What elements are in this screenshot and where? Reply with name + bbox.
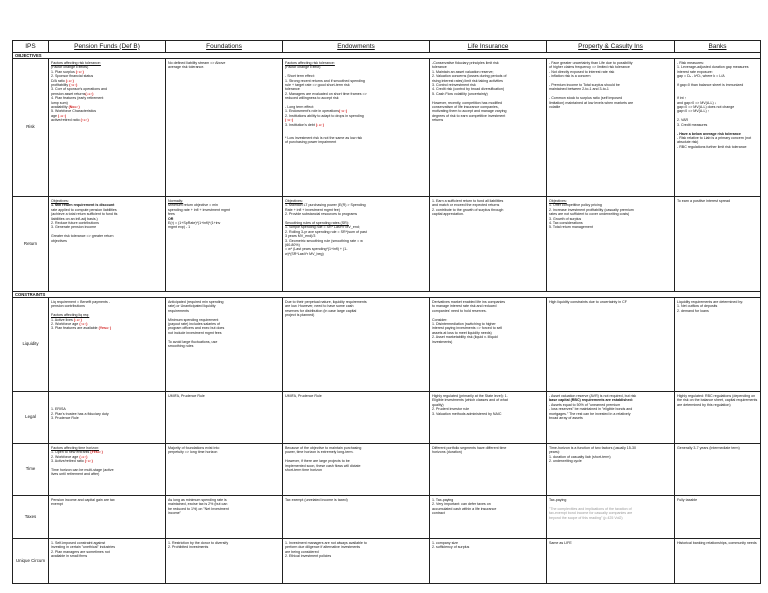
cell-return-foundations [166, 197, 283, 292]
cell-line: Liquidity requirements are determined by: [677, 300, 744, 304]
cell-line: D/A ratio (↓=↑) [51, 78, 74, 83]
cell-line: broad array of assets [549, 416, 583, 421]
cell-line: 1. Leverage-adjusted duration gap measures [677, 65, 749, 70]
cell-line: gap<0 => MV(A-L) ↑ [677, 109, 710, 114]
cell-line: Highly regulated: RBC regulations (depending on [677, 394, 756, 398]
cell-line: volatile [549, 105, 561, 110]
cell-line: Rate + infl + investment mgmt fee) [285, 207, 340, 212]
cell-line: 2. Workforce age (↓=↑) [51, 454, 88, 459]
cell-legal-pension-funds [49, 392, 166, 444]
cell-unique-circum-property-casualty [547, 539, 675, 584]
cell-line: perpetuity => long time horizon [168, 450, 218, 455]
cell-line: of higher claims frequency => limited risk tolerance [549, 65, 630, 70]
cell-line: - Risk measures: [677, 61, 704, 65]
cell-taxes-property-casualty [547, 496, 675, 539]
cell-line: 3. Generate pension income [51, 225, 97, 230]
cell-taxes-foundations [166, 496, 283, 539]
cell-line: beyond the scope of this reading" (p.425 Vol2) [549, 515, 623, 520]
cell-line: - loss reserves" be maintained in "eligible bonds and [549, 407, 633, 412]
constraints-section-label: CONSTRAINTS [13, 292, 761, 298]
cell-line: 1. Tax-paying [432, 498, 454, 502]
cell-line: returns [432, 118, 444, 123]
cell-line: project is planned) [285, 313, 315, 318]
cell-line: 3. Prudence Rule [51, 416, 79, 421]
cell-risk-foundations [166, 59, 283, 197]
cell-return-endowments [283, 197, 430, 292]
cell-line: 3. Valuation methods administered by NAIC [432, 411, 502, 416]
cell-line: maintained between 2-to-1 and 3-to-1 [549, 87, 609, 92]
cell-line: reserves for distribution (in case large capital [285, 308, 357, 313]
ips-table [12, 40, 761, 584]
cell-legal-foundations [166, 392, 283, 444]
cell-line: Normally: [168, 199, 184, 203]
cell-line: - Short term effect: [285, 74, 315, 79]
cell-line: Objectives: [51, 199, 69, 203]
cell-line: 2. Workforce age (↑=↑) [51, 322, 88, 327]
cell-line: To earn a positive interest spread [677, 199, 730, 203]
cell-line: 3. Control reinvestment risk [432, 83, 476, 88]
cell-line: objectives [51, 238, 67, 243]
cell-line: interest rate exposure: [677, 69, 713, 74]
cell-time-endowments [283, 444, 430, 496]
cell-line: 2. Sponsor financial status [51, 74, 94, 79]
row-return [13, 197, 761, 292]
row-time [13, 444, 761, 496]
header-life-insurance: Life Insurance [430, 41, 547, 53]
cell-legal-banks [675, 392, 761, 444]
cell-line: lives until retirement and after) [51, 472, 100, 477]
cell-taxes-endowments [283, 496, 430, 539]
cell-time-banks [675, 444, 761, 496]
cell-line: tolerance [432, 65, 447, 70]
cell-line: High liquidity constraints due to uncertainty in CF [549, 300, 627, 304]
cell-legal-property-casualty [547, 392, 675, 444]
cell-line: 1. company size [432, 541, 458, 545]
cell-line: rising interest rates) limit risk taking activities [432, 78, 503, 83]
cell-line: (achieve a total return sufficient to fund its [51, 212, 118, 217]
row-taxes [13, 496, 761, 539]
cell-line: Objectives: [549, 199, 567, 203]
table-body [13, 53, 761, 584]
cell-line: 1. Investment managers are not always available to [285, 541, 367, 545]
cell-line: Factors affecting liq req: [51, 313, 90, 318]
cell-line: 2. Increase investment profitability (casualty premium [549, 207, 634, 212]
cell-liquidity-foundations [166, 298, 283, 392]
cell-line: availability (No=↑) [51, 105, 80, 110]
header-pension-funds: Pension Funds (Def B) [49, 41, 166, 53]
cell-line: pension asset returns(↓=↑) [51, 91, 94, 96]
cell-line: - Assets equal to 50% of "unearned premium [549, 402, 621, 407]
cell-line: - RBC regulations further limit risk tolerance [677, 144, 747, 149]
cell-line: 2. demand for loans [677, 308, 709, 313]
header-foundations: Foundations [166, 41, 283, 53]
cell-risk-endowments [283, 59, 430, 197]
objectives-section-label: OBJECTIVES [13, 53, 761, 59]
cell-line: conservatism of life insurance companies, [432, 105, 499, 110]
cell-taxes-pension-funds [49, 496, 166, 539]
ips-comparison-sheet [12, 40, 760, 584]
cell-line: maintained, excise tax is 2% (but can [168, 502, 228, 507]
cell-line: fees [168, 212, 175, 217]
cell-line: 2. VAR [677, 118, 689, 123]
cell-line: average risk tolerance. [168, 65, 205, 70]
cell-line: horizons (duration) [432, 450, 462, 455]
cell-line: 1. ERISA [51, 407, 66, 412]
cell-line: program officers and exec but does [168, 326, 225, 331]
cell-unique-circum-endowments [283, 539, 430, 584]
cell-line: Factors affecting risk tolerance: [51, 61, 101, 65]
cell-line: Factors affecting risk tolerance: [285, 61, 335, 65]
cell-line: Tax-paying [549, 498, 567, 502]
cell-line: 1. Disintermediation (switching to higher [432, 322, 496, 327]
cell-line: 2. Plan managers are sometimes not [51, 549, 110, 554]
cell-line: - Face greater uncertainty than Life due to possibility [549, 61, 633, 65]
cell-line: Eligible investments (which classes and of what [432, 398, 508, 403]
cell-line: Minimum spending requirement [168, 317, 219, 322]
cell-line: companies' need to hold reserves. [432, 308, 487, 313]
cell-line: UMIFA, Prudence Rule [285, 394, 322, 398]
cell-line: 5. Total return management [549, 225, 593, 230]
cell-line: Due to their perpetual nature, liquidity requirements [285, 300, 367, 304]
cell-line: short-term time horizon [285, 468, 322, 473]
cell-line: spending rate + infl + investment mgmt [168, 207, 230, 212]
cell-line: Factors affecting time horizon: [51, 446, 100, 450]
cell-line: tolerance [285, 87, 300, 92]
cell-line: 4. Plan features (early retirement [51, 96, 104, 101]
cell-line: OR [168, 216, 174, 221]
cell-line: "The complexities and implications of the taxation of [549, 506, 632, 511]
cell-line: - Long term effect: [285, 105, 315, 110]
cell-line: 2. Asset marketability risk (liquid v. illiquid [432, 335, 498, 340]
cell-line: Liq requirement = Benefit payments - [51, 300, 111, 304]
cell-line: 3. Active/retired ratio (↑=↑) [51, 459, 93, 464]
cell-taxes-life-insurance [430, 496, 547, 539]
cell-line: (60-80%) [285, 243, 300, 248]
row-label-time: Time [13, 444, 49, 496]
cell-line: Anticipated (required min spending [168, 300, 224, 304]
cell-line: As long as minimum spending rate is [168, 498, 227, 502]
cell-line: liabilities on an infl-adj basis.) [51, 216, 98, 221]
cell-liquidity-banks [675, 298, 761, 392]
cell-line: Tax exempt (unrelated income is taxed) [285, 498, 348, 502]
cell-return-property-casualty [547, 197, 675, 292]
cell-line: - Have a below average risk tolerance [677, 131, 741, 136]
cell-line: limitation) maintained at low levels when markets are [549, 100, 634, 105]
row-label-legal: Legal [13, 392, 49, 444]
cell-line: 3. Corr of sponsor's operations and [51, 87, 108, 92]
cell-line: 2. Prohibited investments [168, 545, 209, 550]
row-unique-circum [13, 539, 761, 584]
cell-line: No defined liability stream => Above [168, 61, 226, 65]
cell-line: mgmt exp) - 1 [168, 225, 191, 230]
cell-line: 4. Credit risk (control by broad diversification) [432, 87, 505, 92]
cell-line: Time-horizon is a function of two factors (usually 15-30 [549, 446, 636, 450]
header-property-casualty: Property & Casulty Ins [547, 41, 675, 53]
cell-line: - inflation risk is a concern [549, 74, 591, 79]
cell-line: Majority of foundations exist into [168, 446, 220, 450]
cell-line: 1. Self-imposed constraint against [51, 541, 106, 545]
cell-line: if gap=0 than balance sheet is immunized [677, 83, 744, 88]
row-liquidity [13, 298, 761, 392]
cell-line: - Common stock to surplus ratio (self imposed [549, 96, 623, 101]
cell-line: 3. Credit measures [677, 122, 708, 127]
cell-line: Pension income and capital gain are tax [51, 498, 115, 502]
row-label-risk: Risk [13, 59, 49, 197]
cell-line: Generally 3-7 years (intermediate term) [677, 446, 740, 450]
cell-return-pension-funds [49, 197, 166, 292]
cell-line: 2. sufficiency of surplus [432, 545, 470, 550]
cell-line: if int ↑ [677, 96, 687, 101]
cell-line: gap = Dₐ - k*Dₗ, where k = L/A [677, 74, 725, 79]
cell-line: 2. Valuation concerns (losses during periods of [432, 74, 507, 79]
cell-line: 1. Min return requirement is discount [51, 203, 115, 208]
row-label-unique-circum: Unique Circum [13, 539, 49, 584]
cell-line: tax-exempt bond income for casualty companies are [549, 511, 633, 516]
cell-line: interest paying investments => forced to sell [432, 326, 503, 331]
row-label-liquidity: Liquidity [13, 298, 49, 392]
cell-line: 1. Maintain an asset valuation reserve; [432, 69, 494, 74]
cell-line: 1. Endowment's role in operations(↑=↑) [285, 109, 348, 114]
cell-line: 3 years MV_end)/3 [285, 234, 316, 239]
header-endowments: Endowments [283, 41, 430, 53]
cell-line: of purchasing power impairment [285, 140, 337, 145]
cell-line: investments) [432, 339, 453, 344]
cell-time-life-insurance [430, 444, 547, 496]
cell-line: (↑=↑) [285, 118, 294, 123]
cell-risk-pension-funds [49, 59, 166, 197]
cell-line: 3. Geometric smoothing rule (smoothing rate = w [285, 238, 363, 243]
cell-line: capital appreciation. [432, 212, 464, 217]
cell-line: base capital (RBC) requirements are established: [549, 398, 633, 403]
cell-line: rule + target rate => good short-term risk [285, 83, 350, 88]
cell-line: rate) or Unanticipated liquidity [168, 304, 216, 309]
cell-line: and match or exceed the expected returns [432, 203, 500, 208]
cell-line: However, if there are large projects to be [285, 459, 350, 464]
cell-line: income" [168, 511, 181, 516]
cell-line: 1. Net outflow of deposits [677, 304, 718, 309]
cell-line: years): [549, 450, 560, 455]
cell-line: Time horizon can be multi-stage (active [51, 468, 114, 473]
cell-line: rate applied to compute pension liabilities [51, 207, 117, 212]
cell-risk-property-casualty [547, 59, 675, 197]
cell-line: UMIFA, Prudence Rule [168, 394, 205, 398]
cell-line: are being considered [285, 549, 319, 554]
cell-line: (Factor change Effects) [51, 65, 89, 70]
cell-line: available in small firms [51, 554, 88, 559]
cell-line: active/retired ratio (↑=↑) [51, 118, 89, 123]
cell-line: exempt [51, 502, 63, 507]
cell-line: reduced willingness to accept risk [285, 96, 339, 101]
cell-line: accumulated cash within a life insurance [432, 506, 497, 511]
cell-line: implemented soon, these cash flows will dictate [285, 463, 361, 468]
cell-line: 3. Growth of surplus [549, 216, 582, 221]
cell-risk-life-insurance [430, 59, 547, 197]
cell-line: contract [432, 511, 445, 516]
cell-line: quality) [432, 402, 444, 407]
cell-line: - Not directly exposed to interest rate risk [549, 69, 615, 74]
cell-line: 3. Plan features are available (Yes=↑) [51, 326, 112, 331]
cell-line: = w* (Last years spending*(1+infl) + (1- [285, 247, 348, 252]
cell-time-foundations [166, 444, 283, 496]
cell-liquidity-life-insurance [430, 298, 547, 392]
cell-line: 3. Institution's debt (↓=↑) [285, 122, 324, 127]
cell-line: Objectives: [285, 199, 303, 203]
cell-line: 2. Rolling 3-yr ave spending rule = SR*(sum of past [285, 229, 367, 234]
cell-return-life-insurance [430, 197, 547, 292]
cell-unique-circum-foundations [166, 539, 283, 584]
cell-line: (payout rate) includes salaries of [168, 322, 220, 327]
cell-line: 2. Provide substancial resources to programs [285, 212, 358, 217]
cell-line: assets at loss to meet liquidity needs) [432, 330, 492, 335]
cell-taxes-banks [675, 496, 761, 539]
cell-line: are determined by this regulation) [677, 402, 731, 407]
row-risk [13, 59, 761, 197]
cell-line: - Asset valuation reserve (AVR) is not required, but risk [549, 394, 637, 398]
cell-line: To avoid large fluctuations, use [168, 339, 218, 344]
cell-line: gap=0 => MV(A-L) does not change [677, 105, 735, 110]
cell-line: degrees of risk to earn competitive investment [432, 113, 506, 118]
cell-line: 1. Plan surplus (↑=↑) [51, 69, 84, 74]
cell-line: Derivatives market enabled life ins companies [432, 300, 506, 304]
cell-line: Different portfolio segments have different time [432, 446, 507, 450]
cell-line: - Premium income to Total surplus should be [549, 83, 620, 88]
cell-line: perform due diligence if alternative investments [285, 545, 361, 550]
cell-line: Minimum return objective = min [168, 203, 219, 208]
cell-return-banks [675, 197, 761, 292]
cell-line: 1. duration of casualty liab (short-term) [549, 454, 611, 459]
cell-line: 2. Reduce future contributions [51, 221, 99, 226]
header-banks: Banks [675, 41, 761, 53]
cell-line: mortgages." The rest can be invested in a relatively [549, 411, 631, 416]
cell-line: the risk on the balance sheet, capital requirements [677, 398, 758, 403]
cell-line: Fully taxable [677, 498, 698, 502]
cell-line: 2. contribute to the growth of surplus through [432, 207, 504, 212]
cell-line: are low. However, need to have some cash [285, 304, 354, 309]
cell-legal-endowments [283, 392, 430, 444]
cell-line: 2. Institutions ability to adapt to drops in spending [285, 113, 364, 118]
cell-line: 2. Prudent investor rule [432, 407, 470, 412]
cell-unique-circum-life-insurance [430, 539, 547, 584]
cell-line: Historical banking relationships, community needs [677, 541, 757, 545]
cell-line: age (↓=↑) [51, 113, 67, 118]
cell-line: 2. Very important: can defer taxes on [432, 502, 491, 507]
cell-line: 5. Workforce Characteristics [51, 109, 97, 114]
cell-line: 5. Cash Flow volatility (uncertainty) [432, 91, 488, 96]
header-row [13, 41, 761, 53]
cell-liquidity-property-casualty [547, 298, 675, 392]
cell-line: Consider: [432, 317, 448, 322]
cell-line: rates are not sufficient to cover underwriting costs) [549, 212, 630, 217]
cell-line: Same as LIFE [549, 541, 572, 545]
cell-line: E(r) = (1+SpRate)*(1+infl)*(1+inv [168, 221, 221, 226]
cell-line: not include investment mgmt fees [168, 330, 222, 335]
cell-line: 4. Tax considerations [549, 221, 583, 226]
cell-risk-banks [675, 59, 761, 197]
cell-line: be reduced to 1%) on "Net Investment [168, 506, 229, 511]
header-ips: IPS [13, 41, 49, 53]
cell-line: 1. Strong recent returns and if smoothed spending [285, 78, 365, 83]
cell-line: 1. Open to new entrants (Yes=↑) [51, 450, 103, 455]
cell-line: smoothing rules [168, 344, 194, 349]
cell-line: Highly regulated (primarily at the State level): 1. [432, 394, 508, 398]
cell-liquidity-endowments [283, 298, 430, 392]
cell-unique-circum-pension-funds [49, 539, 166, 584]
cell-unique-circum-banks [675, 539, 761, 584]
cell-line: 1. Active lives (↓=↑) [51, 317, 82, 322]
cell-line: 2. Ethical investment policies [285, 554, 332, 559]
cell-line: * Low investment risk is not the same as low risk [285, 135, 363, 140]
cell-line: requirements [168, 308, 189, 313]
cell-line: w)*(SR*LastYr MV_beg) [285, 251, 324, 256]
cell-line: profitability (↑=↑) [51, 83, 78, 88]
cell-line: Smoothing rules of spending rates (SR): [285, 221, 349, 226]
cell-time-pension-funds [49, 444, 166, 496]
cell-line: Because of the objective to maintain purchasing [285, 446, 362, 450]
row-label-return: Return [13, 197, 49, 292]
cell-line: (Factor change Effect) [285, 65, 321, 70]
cell-line: motivating them to accept and manage varying [432, 109, 507, 114]
cell-line: 2. Managers are evaluated on short time frames => [285, 91, 367, 96]
cell-liquidity-pension-funds [49, 298, 166, 392]
cell-line: and gap>0 => MV(A-L) ↓ [677, 100, 717, 105]
cell-line: - Risk relative to Liab is a primary concern (not [677, 135, 752, 140]
cell-line: investing in certain "unethical" industries [51, 545, 116, 550]
cell-line: to manage interest rate risk and reduced [432, 304, 497, 309]
cell-line: However, recently, competition has modified [432, 100, 503, 105]
cell-line: Greater risk tolerance => greater return [51, 234, 114, 239]
cell-time-property-casualty [547, 444, 675, 496]
cell-line: 1. Earn a sufficient return to fund all liabilities [432, 199, 504, 203]
cell-line: -Conservative fiduciary principles limit risk [432, 61, 499, 65]
cell-line: 2. underwriting cycle [549, 459, 582, 464]
cell-line: lump sum) [51, 100, 68, 105]
row-legal [13, 392, 761, 444]
cell-legal-life-insurance [430, 392, 547, 444]
row-label-taxes: Taxes [13, 496, 49, 539]
cell-line: 1. Restriction by the donor to diversify [168, 541, 229, 545]
cell-line: absolute risk) [677, 140, 699, 145]
cell-line: 1. Maintain LT purchasing power (E(R) > Spending [285, 203, 366, 208]
cell-line: 2. Plan's trustee has a fiduciary duty [51, 411, 109, 416]
cell-line: pension contributions [51, 304, 85, 309]
cell-line: 1. Offer competitive policy pricing [549, 203, 602, 208]
cell-line: 1. Simple spending rule = SR* LastYr MV_end; [285, 225, 360, 230]
cell-line: power, time horizon is extremely long-term. [285, 450, 354, 455]
